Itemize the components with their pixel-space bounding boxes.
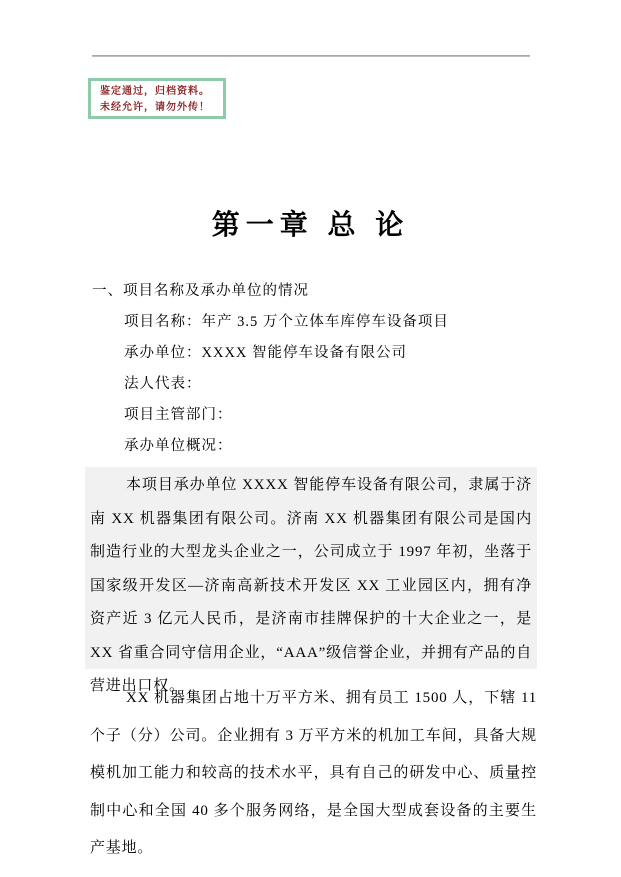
project-info-section: [92, 276, 540, 462]
section-heading: 一、项目名称及承办单位的情况: [92, 283, 309, 299]
field-competent-department: 项目主管部门：: [124, 407, 233, 423]
chapter-title: 第一章 总 论: [211, 209, 410, 240]
header-divider: [92, 55, 530, 57]
stamp-line-1: 鉴定通过，归档资料。: [100, 86, 210, 97]
confidential-stamp: [88, 78, 226, 119]
field-legal-representative: 法人代表：: [124, 376, 202, 392]
company-overview-paragraph: 本项目承办单位 XXXX 智能停车设备有限公司，隶属于济南 XX 机器集团有限公司。济南 XX 机器集团有限公司是国内制造行业的大型龙头企业之一，公司成立于 1997 年初，坐落于国家级开发区—济南高新技术开发区 XX 工业园区内，拥有净资产近 3 亿元人民币，是济南市挂牌保护的十大企业之一，是 XX 省重合同守信用企业，“AAA”级信誉企业，并拥有产品的自营进出口权。: [85, 467, 537, 669]
stamp-line-2: 未经允许，请勿外传！: [100, 102, 210, 113]
field-unit-overview: 承办单位概况：: [124, 438, 233, 454]
field-undertaking-unit: 承办单位：XXXX 智能停车设备有限公司: [124, 345, 408, 361]
field-project-name: 项目名称：年产 3.5 万个立体车库停车设备项目: [124, 314, 449, 330]
group-description-paragraph: XX 机器集团占地十万平方米、拥有员工 1500 人，下辖 11 个子（分）公司。企业拥有 3 万平方米的机加工车间，具备大规模机加工能力和较高的技术水平，具有自己的研发中心、质量控制中心和全国 40 多个服务网络，是全国大型成套设备的主要生产基地。: [90, 690, 537, 856]
